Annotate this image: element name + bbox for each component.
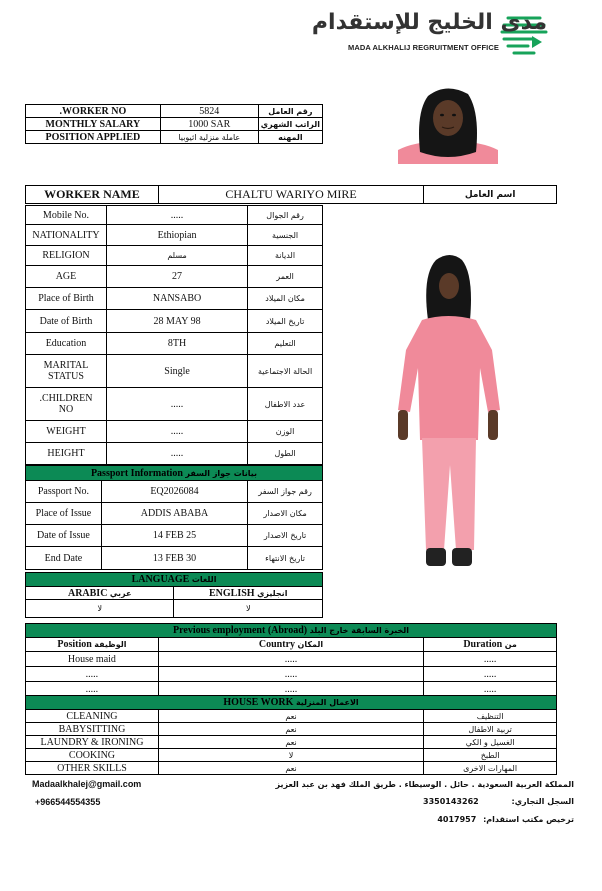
detail-label-ar: تاريخ الميلاد (248, 310, 323, 333)
detail-label: NATIONALITY (26, 225, 107, 246)
employment-col-position (26, 638, 159, 652)
detail-label: Mobile No. (26, 206, 107, 225)
employment-col-country-en: Country (258, 639, 296, 650)
skill-label-ar: المهارات الاخرى (424, 762, 557, 775)
worker-name-value: CHALTU WARIYO MIRE (158, 186, 423, 204)
employment-col-position-en: Position (57, 639, 92, 650)
skill-label: CLEANING (26, 710, 159, 723)
skill-value: نعم (158, 723, 423, 736)
language-arabic-label: ARABIC (67, 587, 108, 599)
skill-label: BABYSITTING (26, 723, 159, 736)
detail-label-ar: الطول (248, 443, 323, 465)
passport-label: Passport No. (26, 481, 102, 503)
passport-label-ar: مكان الاصدار (248, 503, 323, 525)
worker-portrait-photo (398, 82, 498, 164)
language-arabic-value: لا (26, 600, 174, 618)
passport-label: Date of Issue (26, 525, 102, 547)
detail-label-ar: مكان الميلاد (248, 288, 323, 310)
language-section-header (26, 573, 323, 587)
detail-label-ar: رقم الجوال (248, 206, 323, 225)
detail-value: Ethiopian (106, 225, 247, 246)
salary-label-ar: الراتب الشهري (258, 118, 322, 131)
worker-name-label-ar: اسم العامل (424, 186, 557, 204)
salary-value: 1000 SAR (160, 118, 258, 131)
skill-value: نعم (158, 762, 423, 775)
passport-table (25, 465, 323, 570)
detail-label-ar: الحالة الاجتماعية (248, 355, 323, 388)
passport-header-ar: بيانات جواز السفر (185, 468, 258, 478)
passport-label-ar: تاريخ الانتهاء (248, 547, 323, 570)
house-work-section-header (26, 696, 557, 710)
detail-label-ar: عدد الاطفال (248, 388, 323, 421)
employment-duration: ..... (424, 682, 557, 698)
passport-label-ar: تاريخ الاصدار (248, 525, 323, 547)
passport-value: 13 FEB 30 (101, 547, 247, 570)
detail-label: Education (26, 333, 107, 355)
detail-value: Single (106, 355, 247, 388)
passport-label: Place of Issue (26, 503, 102, 525)
skill-label-ar: الطبخ (424, 749, 557, 762)
detail-label: WEIGHT (26, 421, 107, 443)
employment-col-country-ar: المكان (297, 640, 324, 649)
passport-header-en: Passport Information (90, 467, 183, 479)
position-label-ar: المهنه (258, 131, 322, 144)
footer-cr-value: 3350143262 (423, 797, 479, 806)
detail-value: ..... (106, 421, 247, 443)
position-label: POSITION APPLIED (26, 131, 161, 144)
worker-name-table (25, 185, 557, 204)
language-header-en: LANGUAGE (131, 574, 190, 585)
detail-value: 27 (106, 266, 247, 288)
passport-value: 14 FEB 25 (101, 525, 247, 547)
skill-label: COOKING (26, 749, 159, 762)
detail-label: .CHILDREN NO (26, 388, 107, 421)
footer-license-value: 4017957 (437, 815, 477, 824)
skill-label: OTHER SKILLS (26, 762, 159, 775)
detail-value: 8TH (106, 333, 247, 355)
detail-label: AGE (26, 266, 107, 288)
footer-commercial-register (423, 797, 574, 806)
detail-label: MARITAL STATUS (26, 355, 107, 388)
employment-section-header (26, 624, 557, 638)
detail-value: 28 MAY 98 (106, 310, 247, 333)
language-english-label-ar: انجليزي (257, 588, 288, 598)
detail-label-ar: العمر (248, 266, 323, 288)
detail-label-ar: الوزن (248, 421, 323, 443)
detail-value: ..... (106, 206, 247, 225)
language-english-value: لا (174, 600, 323, 618)
house-work-table (25, 695, 557, 775)
detail-label-ar: التعليم (248, 333, 323, 355)
employment-position: ..... (26, 667, 159, 682)
language-arabic-label-ar: عربي (109, 588, 132, 598)
skill-label: LAUNDRY & IRONING (26, 736, 159, 749)
skill-label-ar: الغسيل و الكي (424, 736, 557, 749)
employment-col-duration-en: Duration (463, 639, 503, 650)
language-english-header (174, 587, 323, 600)
passport-label-ar: رقم جواز السفر (248, 481, 323, 503)
footer-license (437, 815, 574, 824)
detail-label-ar: الديانة (248, 246, 323, 266)
language-english-label: ENGLISH (209, 587, 255, 599)
house-work-header-en: HOUSE WORK (223, 697, 294, 708)
skill-label-ar: تربية الاطفال (424, 723, 557, 736)
employment-col-position-ar: الوظيفة (94, 640, 127, 649)
worker-no-label: .WORKER NO (26, 105, 161, 118)
detail-label: Place of Birth (26, 288, 107, 310)
passport-value: EQ2026084 (101, 481, 247, 503)
language-arabic-header (26, 587, 174, 600)
full-body-image (392, 250, 504, 576)
employment-col-duration (424, 638, 557, 652)
salary-label: MONTHLY SALARY (26, 118, 161, 131)
employment-position: House maid (26, 652, 159, 667)
footer-phone[interactable]: +966544554355 (35, 797, 101, 807)
portrait-image (398, 82, 498, 164)
footer-email[interactable]: Madaalkhalej@gmail.com (32, 779, 142, 789)
detail-value: ..... (106, 443, 247, 465)
detail-label: HEIGHT (26, 443, 107, 465)
skill-label-ar: التنظيف (424, 710, 557, 723)
employment-header-en: Previous employment (Abroad) (173, 625, 308, 636)
footer-address: المملكة العربية السعودية . حائل . الوسيطاء . طريق الملك فهد بن عبد العزيز (275, 780, 574, 789)
detail-label: RELIGION (26, 246, 107, 266)
employment-col-duration-ar: من (504, 640, 517, 649)
footer-license-label: ترخيص مكتب استقدام: (483, 815, 574, 824)
language-table (25, 572, 323, 618)
passport-value: ADDIS ABABA (101, 503, 247, 525)
passport-section-header (26, 466, 323, 481)
detail-label-ar: الجنسية (248, 225, 323, 246)
employment-col-country (158, 638, 423, 652)
skill-value: نعم (158, 710, 423, 723)
employment-duration: ..... (424, 667, 557, 682)
details-table (25, 205, 323, 465)
detail-value: NANSABO (106, 288, 247, 310)
employment-duration: ..... (424, 652, 557, 667)
employment-header-ar: الخبرة السابقة خارج البلد (309, 626, 409, 635)
worker-no-label-ar: رقم العامل (258, 105, 322, 118)
position-value: عاملة منزلية اثيوبيا (160, 131, 258, 144)
footer-cr-label: السجل التجاري: (511, 797, 574, 806)
employment-country: ..... (158, 682, 423, 698)
logo-arabic-text: مدى الخليج للإستقدام (311, 10, 547, 35)
house-work-header-ar: الاعمال المنزلية (295, 698, 359, 707)
skill-value: لا (158, 749, 423, 762)
worker-full-body-photo (392, 250, 504, 576)
employment-country: ..... (158, 667, 423, 682)
detail-value: مسلم (106, 246, 247, 266)
language-header-ar: اللغات (191, 575, 217, 584)
logo-english-text: MADA ALKHALIJ REGRUITMENT OFFICE (348, 43, 499, 52)
passport-label: End Date (26, 547, 102, 570)
detail-label: Date of Birth (26, 310, 107, 333)
detail-value: ..... (106, 388, 247, 421)
employment-country: ..... (158, 652, 423, 667)
skill-value: نعم (158, 736, 423, 749)
summary-table (25, 104, 323, 144)
employment-position: ..... (26, 682, 159, 698)
worker-no-value: 5824 (160, 105, 258, 118)
worker-name-label: WORKER NAME (26, 186, 159, 204)
employment-table (25, 623, 557, 698)
